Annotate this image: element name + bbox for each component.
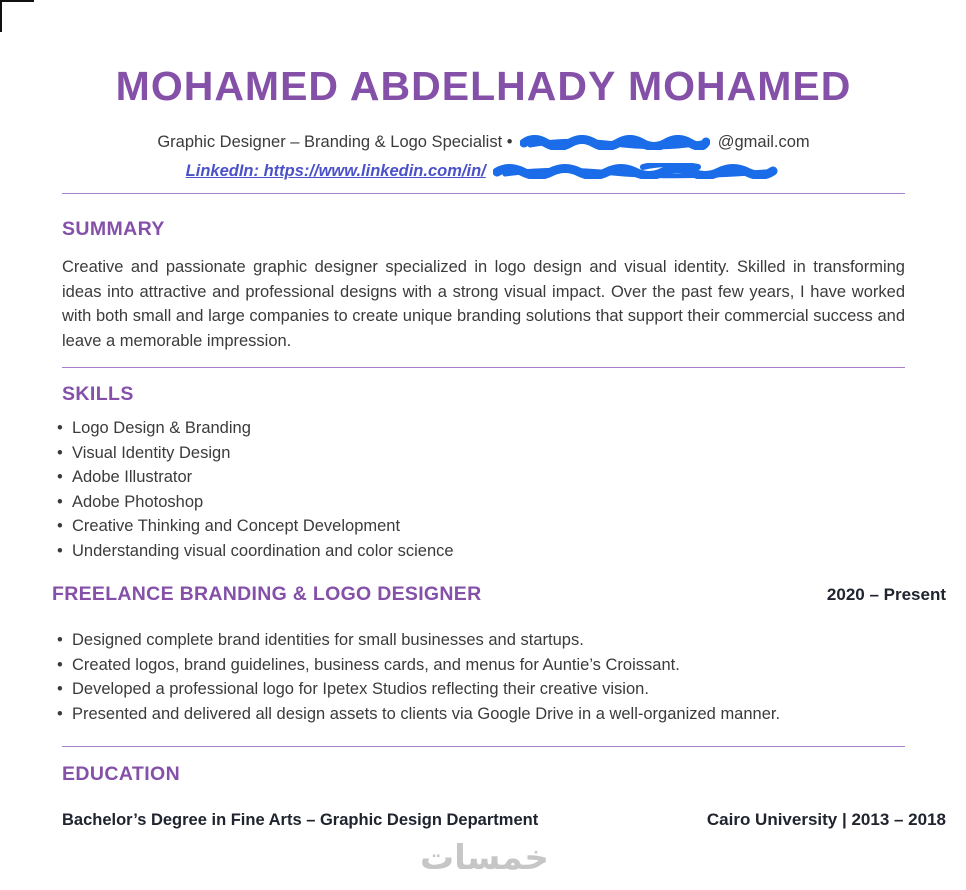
skill-item: • Logo Design & Branding [62, 420, 905, 437]
tagline: Graphic Designer – Branding & Logo Specialist • [157, 133, 513, 152]
skill-item: • Visual Identity Design [62, 445, 905, 462]
header-divider [62, 193, 905, 194]
linkedin-link[interactable]: LinkedIn: https://www.linkedin.com/in/ [185, 162, 486, 181]
experience-list [62, 632, 905, 722]
experience-title: FREELANCE BRANDING & LOGO DESIGNER [52, 583, 482, 606]
skills-section [62, 383, 946, 559]
summary-body: Creative and passionate graphic designer specialized in logo design and visual identity. Skilled in transforming ideas into attractive and professional designs with a strong visual impact. Over the past few years, I have worked with both small and large companies to create unique branding solutions that support their commercial success and leave a memorable impression. [62, 258, 905, 350]
education-section [62, 763, 946, 830]
education-title: EDUCATION [62, 763, 181, 786]
experience-date-range: 2020 – Present [826, 585, 946, 605]
education-institution: Cairo University | 2013 – 2018 [706, 810, 946, 830]
resume-header [62, 64, 946, 181]
skill-item: • Understanding visual coordination and color science [62, 543, 905, 560]
experience-item: • Presented and delivered all design assets to clients via Google Drive in a well-organized manner. [62, 706, 905, 723]
skill-item: • Adobe Photoshop [62, 494, 905, 511]
education-row [62, 810, 946, 830]
email-domain: @gmail.com [717, 133, 810, 152]
page-corner-mark-horizontal [0, 0, 34, 2]
skills-list [62, 420, 905, 559]
summary-section [62, 218, 946, 353]
redacted-linkedin-scribble [493, 163, 778, 179]
scribble-icon [493, 163, 778, 179]
scribble-icon [520, 135, 710, 150]
skill-item: • Adobe Illustrator [62, 469, 905, 486]
candidate-name: MOHAMED ABDELHADY MOHAMED [115, 63, 852, 109]
summary-divider [62, 367, 905, 368]
skill-item: • Creative Thinking and Concept Development [62, 518, 905, 535]
redacted-email-scribble [520, 135, 710, 150]
skills-title: SKILLS [62, 383, 134, 406]
page-corner-mark-vertical [0, 0, 2, 32]
summary-title: SUMMARY [62, 218, 165, 241]
experience-item: • Designed complete brand identities for small businesses and startups. [62, 632, 905, 649]
watermark: خمسات [420, 839, 549, 877]
linkedin-line [62, 162, 905, 181]
contact-line [62, 133, 905, 152]
experience-header [52, 583, 946, 606]
experience-divider [62, 746, 905, 747]
experience-item: • Developed a professional logo for Ipetex Studios reflecting their creative vision. [62, 681, 905, 698]
experience-section [52, 583, 946, 723]
experience-item: • Created logos, brand guidelines, business cards, and menus for Auntie’s Croissant. [62, 657, 905, 674]
education-degree: Bachelor’s Degree in Fine Arts – Graphic Design Department [62, 811, 539, 830]
